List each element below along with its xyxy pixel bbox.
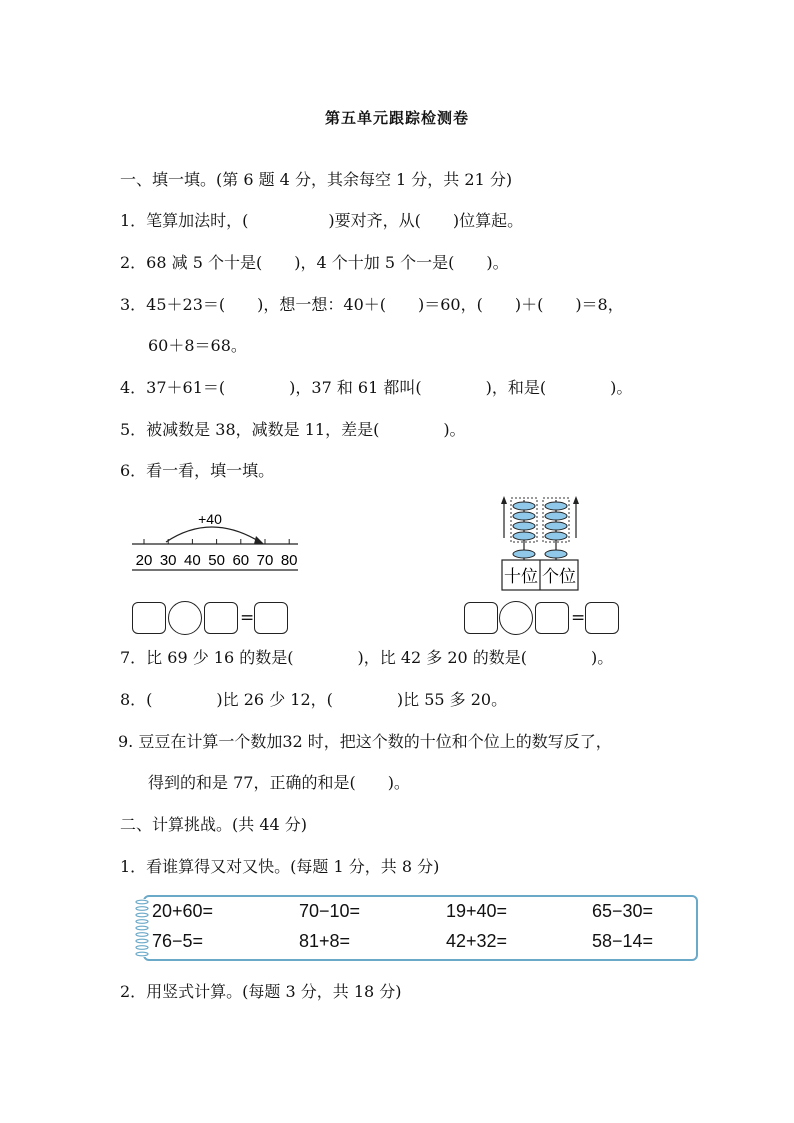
answer-box[interactable] bbox=[204, 602, 238, 634]
bead bbox=[513, 502, 535, 510]
bead bbox=[545, 512, 567, 520]
question-4: 4．37＋61＝( )，37 和 61 都叫( )，和是( )。 bbox=[120, 378, 633, 397]
answer-box[interactable] bbox=[132, 602, 166, 634]
tens-arrowhead bbox=[501, 496, 507, 504]
bead bbox=[513, 532, 535, 540]
section2-subheading-1: 1．看谁算得又对又快。(每题 1 分，共 8 分) bbox=[120, 857, 440, 876]
bead bbox=[545, 502, 567, 510]
jump-arrowhead bbox=[254, 536, 264, 544]
calc-item: 81+8= bbox=[299, 931, 351, 951]
answer-box[interactable] bbox=[535, 602, 569, 634]
answer-box[interactable] bbox=[464, 602, 498, 634]
calc-item: 65−30= bbox=[592, 901, 654, 921]
tick-label: 80 bbox=[280, 552, 298, 569]
tick-label: 20 bbox=[135, 552, 153, 569]
operator-circle[interactable] bbox=[499, 601, 533, 635]
abacus-figure bbox=[496, 492, 586, 592]
calc-item: 70−10= bbox=[299, 901, 361, 921]
tick-label: 40 bbox=[184, 552, 201, 569]
tick-label: 30 bbox=[159, 552, 177, 569]
answer-box[interactable] bbox=[254, 602, 288, 634]
jump-label: +40 bbox=[198, 511, 222, 527]
bead bbox=[545, 522, 567, 530]
calc-item: 19+40= bbox=[446, 901, 508, 921]
equals-sign: = bbox=[240, 608, 255, 628]
question-7: 7．比 69 少 16 的数是( )，比 42 多 20 的数是( )。 bbox=[120, 648, 614, 667]
question-2: 2．68 减 5 个十是( )，4 个十加 5 个一是( )。 bbox=[120, 253, 509, 272]
tick-label: 50 bbox=[208, 552, 225, 569]
question-9-line1: 9. 豆豆在计算一个数加32 时，把这个数的十位和个位上的数写反了， bbox=[118, 732, 612, 751]
question-3-line2: 60＋8＝68。 bbox=[148, 336, 247, 355]
calc-item: 76−5= bbox=[152, 931, 204, 951]
tick-label: 60 bbox=[232, 552, 250, 569]
section2-subheading-2: 2．用竖式计算。(每题 3 分，共 18 分) bbox=[120, 982, 402, 1001]
calc-item: 20+60= bbox=[152, 901, 214, 921]
section2-heading: 二、计算挑战。(共 44 分) bbox=[120, 815, 308, 834]
section1-heading: 一、填一填。(第 6 题 4 分，其余每空 1 分，共 21 分) bbox=[120, 170, 513, 189]
operator-circle[interactable] bbox=[168, 601, 202, 635]
answer-box[interactable] bbox=[585, 602, 619, 634]
ones-label: 个位 bbox=[542, 567, 576, 586]
bead bbox=[513, 522, 535, 530]
bead bbox=[513, 550, 535, 558]
question-8: 8．( )比 26 少 12，( )比 55 多 20。 bbox=[120, 690, 508, 709]
bead bbox=[513, 512, 535, 520]
calc-item: 42+32= bbox=[446, 931, 508, 951]
jump-arc bbox=[166, 527, 260, 542]
quick-calc-panel bbox=[134, 893, 700, 963]
question-9-line2: 得到的和是 77，正确的和是( )。 bbox=[148, 773, 410, 792]
tick-label: 70 bbox=[256, 552, 274, 569]
bead bbox=[545, 532, 567, 540]
tens-label: 十位 bbox=[504, 567, 538, 586]
calc-item: 58−14= bbox=[592, 931, 654, 951]
question-3-line1: 3．45＋23＝( )，想一想：40＋( )＝60，( )＋( )＝8， bbox=[120, 295, 624, 314]
question-1: 1．笔算加法时，( )要对齐，从( )位算起。 bbox=[120, 211, 524, 230]
number-line-figure bbox=[128, 508, 308, 578]
question-5: 5．被减数是 38，减数是 11，差是( )。 bbox=[120, 420, 466, 439]
equals-sign: = bbox=[571, 608, 586, 628]
ones-arrowhead bbox=[573, 496, 579, 504]
page-title: 第五单元跟踪检测卷 bbox=[324, 109, 469, 127]
bead bbox=[545, 550, 567, 558]
question-6: 6．看一看，填一填。 bbox=[120, 461, 275, 480]
